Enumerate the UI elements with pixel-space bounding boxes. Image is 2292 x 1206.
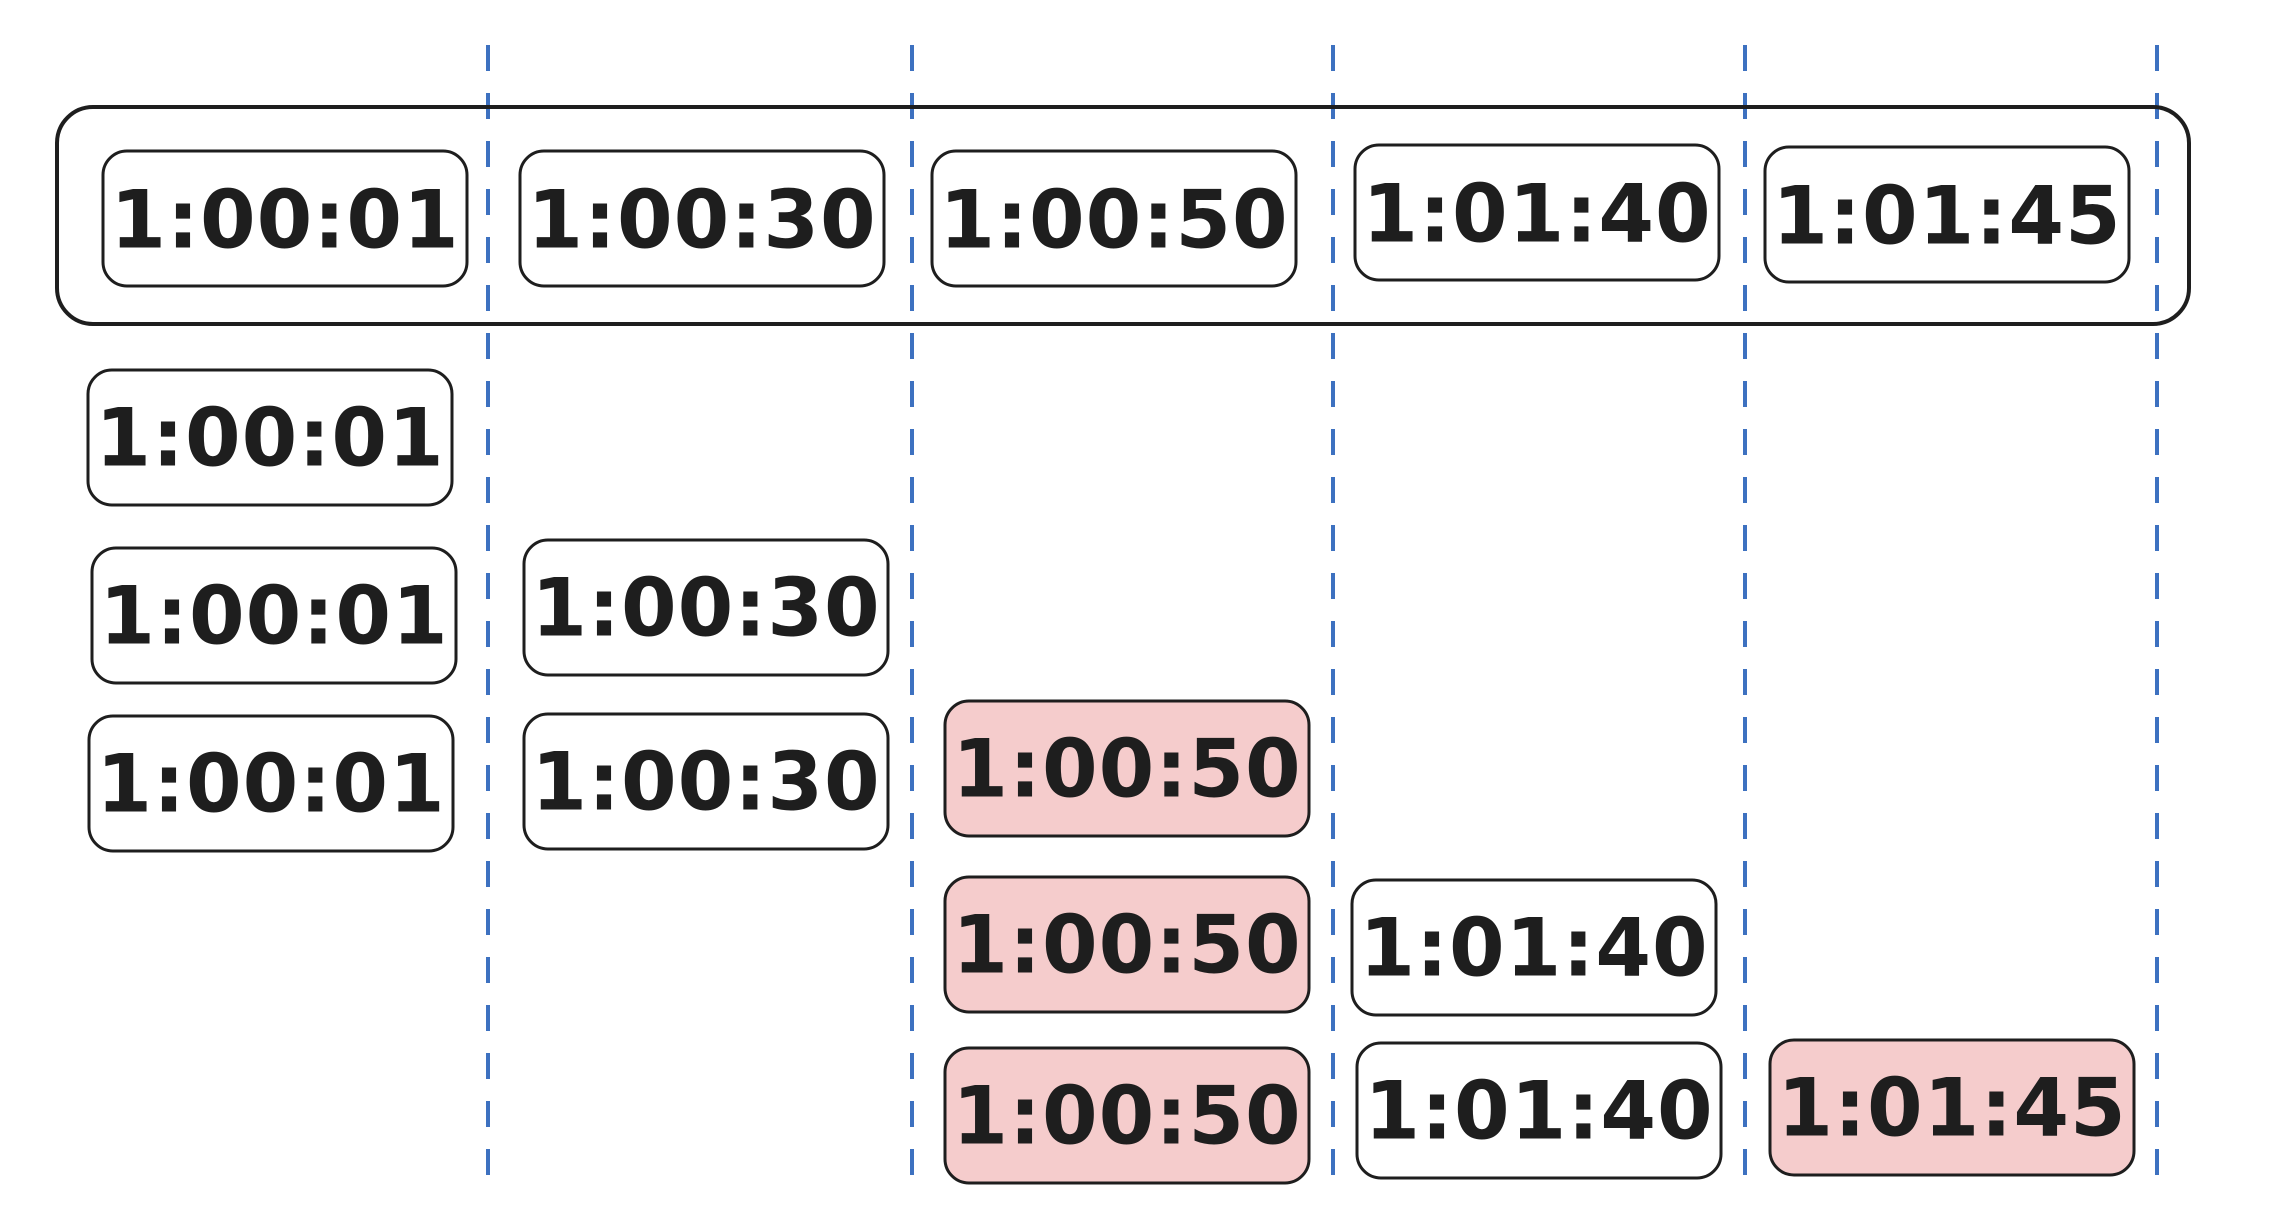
window-item-label: 1:00:50 bbox=[952, 898, 1302, 992]
window-item-label: 1:01:40 bbox=[1359, 901, 1709, 995]
window-row-1 bbox=[88, 370, 452, 505]
window-item-label: 1:00:50 bbox=[952, 1069, 1302, 1163]
window-item-label: 1:00:30 bbox=[531, 735, 881, 829]
header-timestamp-label: 1:00:01 bbox=[110, 173, 460, 267]
window-item-label: 1:00:50 bbox=[952, 722, 1302, 816]
window-item-label: 1:01:40 bbox=[1364, 1064, 1714, 1158]
header-row bbox=[103, 145, 2129, 286]
window-item-label: 1:00:01 bbox=[99, 569, 449, 663]
window-row-5 bbox=[945, 1040, 2134, 1183]
window-row-3 bbox=[89, 701, 1309, 851]
window-item-label: 1:01:45 bbox=[1777, 1061, 2127, 1155]
header-timestamp-label: 1:01:45 bbox=[1772, 169, 2122, 263]
window-item-label: 1:00:01 bbox=[96, 737, 446, 831]
window-row-4 bbox=[945, 877, 1716, 1015]
window-row-2 bbox=[92, 540, 888, 683]
window-item-label: 1:00:01 bbox=[95, 391, 445, 485]
window-item-label: 1:00:30 bbox=[531, 561, 881, 655]
header-timestamp-label: 1:00:30 bbox=[527, 173, 877, 267]
header-timestamp-label: 1:01:40 bbox=[1362, 167, 1712, 261]
header-timestamp-label: 1:00:50 bbox=[939, 173, 1289, 267]
